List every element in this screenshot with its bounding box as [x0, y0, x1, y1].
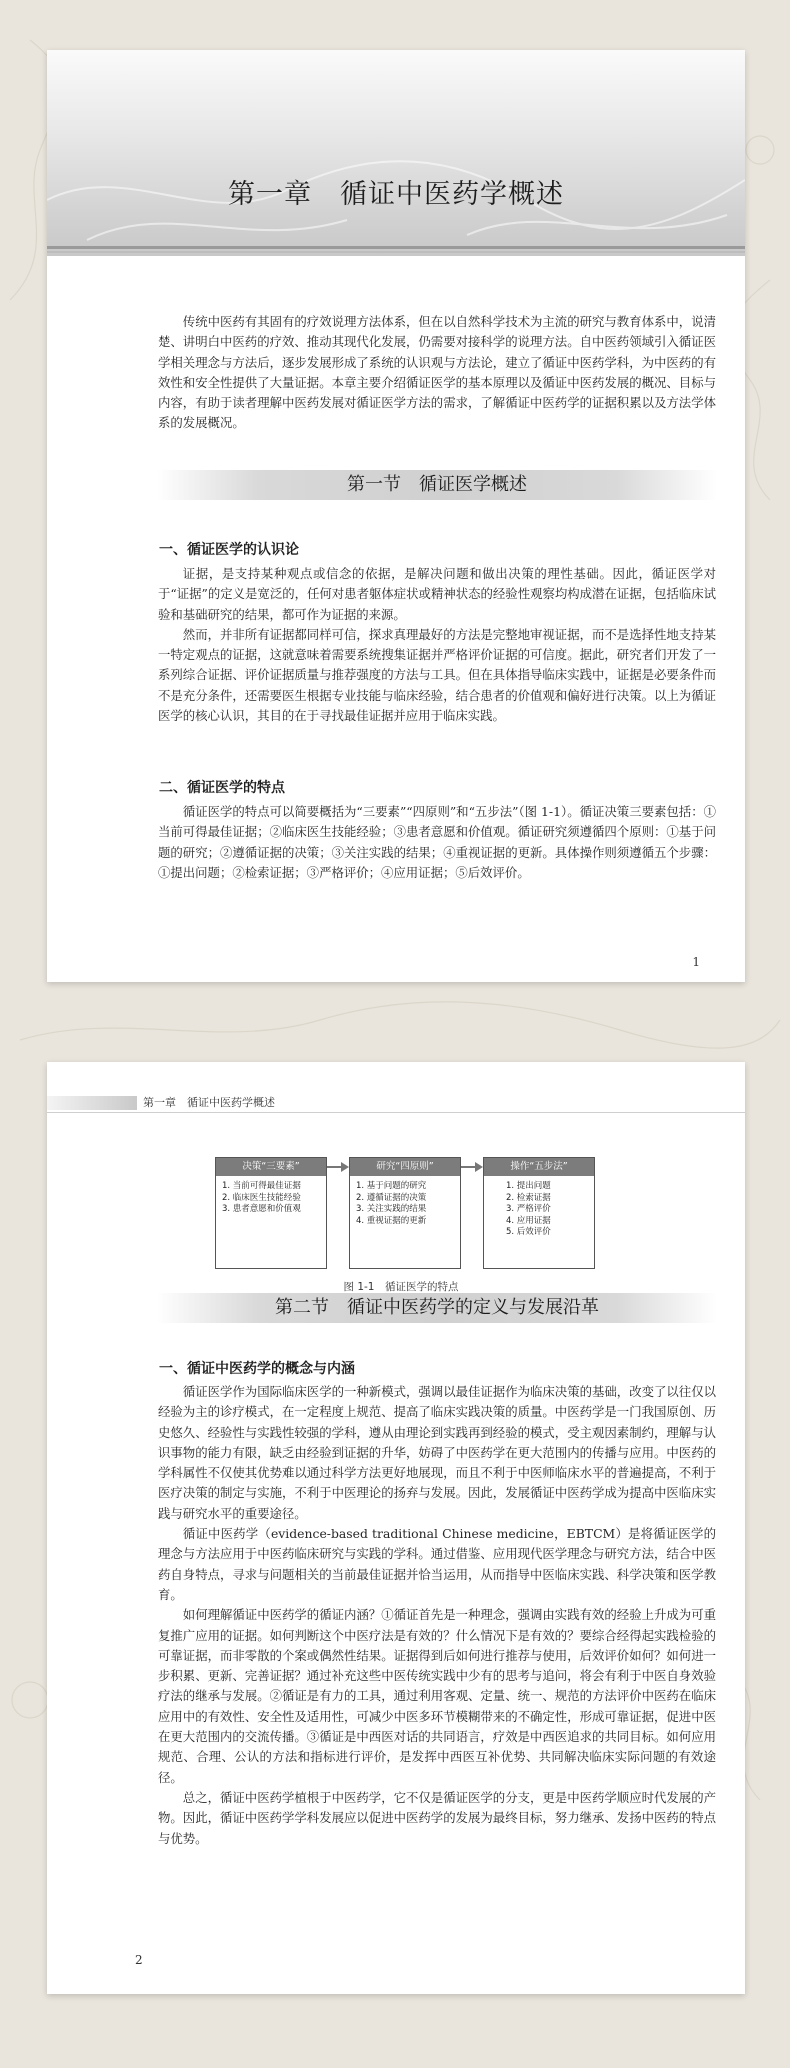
- figure-item: 4. 重视证据的更新: [356, 1215, 427, 1226]
- paragraph: 总之，循证中医药学植根于中医药学，它不仅是循证医学的分支，更是中医药学顺应时代发展的产物。因此，循证中医药学学科发展应以促进中医药学的发展为最终目标，努力继承、发扬中医药的特点与优势。: [158, 1789, 716, 1846]
- figure-item: 1. 当前可得最佳证据: [222, 1181, 301, 1191]
- intro-paragraph: 传统中医药有其固有的疗效说理方法体系，但在以自然科学技术为主流的研究与教育体系中，说清楚、讲明白中医药的疗效、推动其现代化发展，仍需要对接科学的说理方法。自中医药领域引入循证医学相关理念与方法后，逐步发展形成了系统的认识观与方法论，建立了循证中医药学科，为中医药的有效性和安全性提供了大量证据。本章主要介绍循证医学的基本原理以及循证中医药发展的概况、目标与内容，有助于读者理解中医药发展对循证医学方法的需求，了解循证中医药学的证据积累以及方法学体系的发展概况。: [158, 314, 716, 431]
- figure-item: 3. 严格评价: [506, 1204, 551, 1214]
- figure-box-title: 研究“四原则”: [350, 1158, 460, 1176]
- arrow-head-icon: [475, 1162, 483, 1172]
- figure-item: 4. 应用证据: [506, 1215, 551, 1226]
- cloud-ornament: [47, 50, 745, 246]
- subheading-1: 一、循证中医药学的概念与内涵: [159, 1361, 355, 1377]
- page-number: 1: [692, 955, 700, 969]
- figure-box-title: 决策“三要素”: [216, 1158, 326, 1176]
- figure-item: 3. 患者意愿和价值观: [222, 1204, 301, 1214]
- arrow-head-icon: [341, 1162, 349, 1172]
- figure-caption: 图 1-1 循证医学的特点: [343, 1281, 459, 1293]
- paragraph: 证据，是支持某种观点或信念的依据，是解决问题和做出决策的理性基础。因此，循证医学对于“证据”的定义是宽泛的，任何对患者躯体症状或精神状态的经验性观察均构成潜在证据，包括临床试验和基础研究的结果，都可作为证据的来源。: [158, 566, 716, 622]
- figure-item: 2. 遵循证据的决策: [356, 1192, 427, 1203]
- figure-item: 2. 临床医生技能经验: [222, 1192, 301, 1203]
- figure-item: 3. 关注实践的结果: [356, 1204, 427, 1214]
- sub2-body: [158, 802, 716, 883]
- intro-paragraph-block: [158, 312, 716, 434]
- paragraph: 循证医学的特点可以简要概括为“三要素”“四原则”和“五步法”（图 1-1）。循证决策三要素包括：①当前可得最佳证据；②临床医生技能经验；③患者意愿和价值观。循证研究须遵循四个原则：①基于问题的研究；②遵循证据的决策；③关注实践的结果；④重视证据的更新。具体操作则须遵循五个步骤：①提出问题；②检索证据；③严格评价；④应用证据；⑤后效评价。: [158, 804, 716, 880]
- figure-item: 1. 基于问题的研究: [356, 1181, 427, 1191]
- figure-item: 2. 检索证据: [506, 1192, 551, 1203]
- section2-body: [158, 1382, 716, 1849]
- running-head: [47, 1092, 745, 1114]
- figure-box-four-principles: [349, 1157, 461, 1269]
- paragraph: 然而，并非所有证据都同样可信，探求真理最好的方法是完整地审视证据，而不是选择性地支持某一特定观点的证据，这就意味着需要系统搜集证据并严格评价证据的可信度。据此，研究者们开发了一系列综合证据、评价证据质量与推荐强度的方法与工具。但在具体指导临床实践中，证据是必要条件而不是充分条件，还需要医生根据专业技能与临床经验，结合患者的价值观和偏好进行决策。以上为循证医学的核心认识，其目的在于寻找最佳证据并应用于临床实践。: [158, 626, 716, 724]
- sub1-body: [158, 564, 716, 726]
- paragraph: 循证医学作为国际临床医学的一种新模式，强调以最佳证据作为临床决策的基础，改变了以往仅以经验为主的诊疗模式，在一定程度上规范、提高了临床实践决策的质量。中医药学是一门我国原创、历史悠久、经验性与实践性较强的学科，遵从由理论到实践再到经验的模式，受主观因素制约，理解与认识事物的能力有限，缺乏由经验到证据的升华，妨碍了中医药学在更大范围内的传播与应用。中医药的学科属性不仅使其优势难以通过科学方法更好地展现，而且不利于中医师临床水平的普遍提高，不利于医疗决策的制定与实施，不利于中医理论的扬弃与发展。因此，发展循证中医药学成为提高中医临床实践与研究水平的重要途径。: [158, 1384, 716, 1521]
- section-1-heading: 第一节 循证医学概述: [157, 470, 717, 500]
- figure-box-five-steps: [483, 1157, 595, 1269]
- page-2: [47, 1062, 745, 1994]
- running-head-text: 第一章 循证中医药学概述: [143, 1096, 275, 1109]
- figure-1-1: [215, 1157, 587, 1307]
- chapter-header-band: [47, 50, 745, 256]
- figure-item: 1. 提出问题: [506, 1181, 551, 1191]
- running-head-gradient: [47, 1096, 137, 1110]
- figure-item: 5. 后效评价: [506, 1227, 551, 1237]
- figure-box-title: 操作“五步法”: [484, 1158, 594, 1176]
- paragraph: 如何理解循证中医药学的循证内涵？①循证首先是一种理念，强调由实践有效的经验上升成为可重复推广应用的证据。如何判断这个中医疗法是有效的？什么情况下是有效的？要综合经得起实践检验的可靠证据，而非零散的个案或偶然性结果。证据得到后如何进行推荐与使用，后效评价如何？如何进一步积累、更新、完善证据？通过补充这些中医传统实践中少有的思考与追问，将会有利于中医自身效验疗法的继承与发展。②循证是有力的工具，通过利用客观、定量、统一、规范的方法评价中医药在临床应用中的有效性、安全性及适用性，可减少中医多环节模糊带来的不确定性，形成可靠证据，促进中医在更大范围内的交流传播。③循证是中西医对话的共同语言，疗效是中西医追求的共同目标。如何应用规范、合理、公认的方法和指标进行评价，是发挥中西医互补优势、共同解决临床实际问题的有效途径。: [158, 1607, 716, 1785]
- running-head-rule: [47, 1112, 745, 1113]
- header-rule: [47, 246, 745, 249]
- page-number: 2: [135, 1953, 143, 1967]
- chapter-title: 第一章 循证中医药学概述: [228, 179, 564, 210]
- figure-box-three-elements: [215, 1157, 327, 1269]
- section-2-heading: 第二节 循证中医药学的定义与发展沿革: [157, 1293, 717, 1323]
- page-1: [47, 50, 745, 982]
- paragraph: 循证中医药学（evidence-based traditional Chinese medicine，EBTCM）是将循证医学的理念与方法应用于中医药临床研究与实践的学科。通过借鉴、应用现代医学理念与研究方法，结合中医药自身特点，寻求与问题相关的当前最佳证据并恰当运用，从而指导中医临床实践、科学决策和医学教育。: [158, 1526, 716, 1602]
- subheading-2: 二、循证医学的特点: [159, 780, 285, 796]
- header-rule-thin: [47, 251, 745, 253]
- subheading-1: 一、循证医学的认识论: [159, 542, 299, 558]
